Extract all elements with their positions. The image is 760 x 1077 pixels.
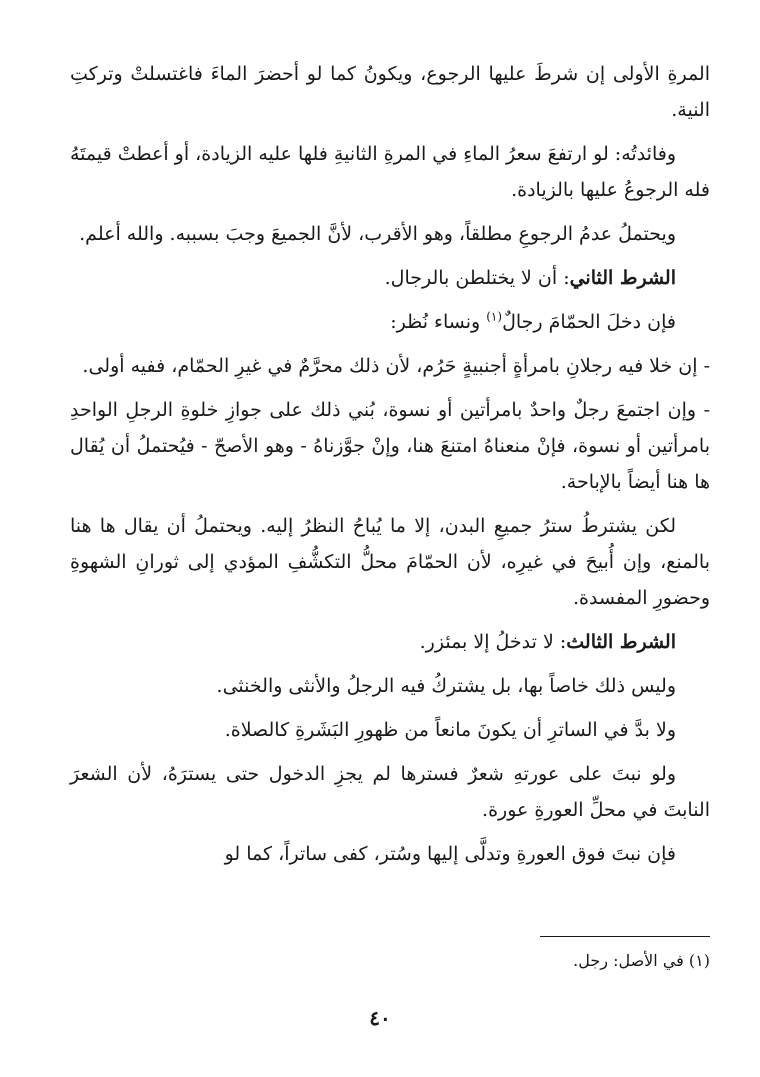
paragraph-4: - إن خلا فيه رجلانِ بامرأةٍ أجنبيةٍ حَرُم، لأن ذلك محرَّمٌ في غيرِ الحمّام، ففيه أولى. (82, 355, 710, 377)
footnote-reference[interactable]: (١) (486, 309, 503, 324)
entry-line-before: فإن دخلَ الحمّامَ رجالٌ (502, 311, 676, 333)
page-body (70, 56, 710, 880)
condition-two-line (70, 260, 710, 296)
paragraph-6: لكن يشترطُ سترُ جميعِ البدن، إلا ما يُباحُ النظرُ إليه. ويحتملُ أن يقال ها هنا بالمنع، وإن أُبيحَ في غيرِه، لأن الحمّامَ محلُّ التكشُّفِ المؤدي إلى ثورانِ الشهوةِ وحضورِ المفسدة. (70, 515, 710, 609)
page-number: ٤٠ (369, 1006, 391, 1030)
paragraph-3: ويحتملُ عدمُ الرجوعِ مطلقاً، وهو الأقرب، لأنَّ الجميعَ وجبَ بسببه. والله أعلم. (79, 223, 676, 245)
footnote-text: في الأصل: رجل. (573, 951, 684, 970)
condition-two-text: : أن لا يختلطن بالرجال. (384, 267, 570, 289)
paragraph-2: وفائدتُه: لو ارتفعَ سعرُ الماءِ في المرةِ الثانيةِ فلها عليه الزيادة، أو أعطتْ قيمتَهُ فله الرجوعُ عليها بالزيادة. (70, 143, 710, 201)
condition-three-text: : لا تدخلُ إلا بمئزر. (419, 631, 567, 653)
condition-three-line (70, 624, 710, 660)
condition-three-heading: الشرط الثالث (566, 631, 676, 653)
paragraph-7: وليس ذلك خاصاً بها، بل يشتركُ فيه الرجلُ والأنثى والخنثى. (216, 675, 676, 697)
paragraph-5: - وإن اجتمعَ رجلٌ واحدٌ بامرأتين أو نسوة، بُني ذلك على جوازِ خلوةِ الرجلِ الواحدِ بامرأتين أو نسوة، فإنْ منعناهُ امتنعَ هنا، وإنْ جوَّزناهُ - وهو الأصحّ - فيُحتملُ أن يُقال ها هنا أيضاً بالإباحة. (70, 399, 710, 493)
paragraph-9: ولو نبتَ على عورتهِ شعرٌ فسترها لم يجزِ الدخول حتى يسترَهُ، لأن الشعرَ النابتَ في محلِّ العورةِ عورة. (70, 763, 710, 821)
paragraph-8: ولا بدَّ في الساترِ أن يكونَ مانعاً من ظهورِ البَشَرةِ كالصلاة. (224, 719, 676, 741)
footnote-marker: (١) (688, 951, 710, 970)
entry-line (70, 304, 710, 340)
entry-line-after: ونساء نُظر: (390, 311, 487, 333)
paragraph-1: المرةِ الأولى إن شرطَ عليها الرجوع، ويكونُ كما لو أحضرَ الماءَ فاغتسلتْ وتركتِ النية. (70, 63, 710, 121)
footnote (70, 948, 710, 974)
footnote-divider (540, 936, 710, 937)
paragraph-10: فإن نبتَ فوق العورةِ وتدلَّى إليها وسُتر، كفى ساتراً، كما لو (224, 843, 676, 865)
condition-two-heading: الشرط الثاني (569, 267, 676, 289)
